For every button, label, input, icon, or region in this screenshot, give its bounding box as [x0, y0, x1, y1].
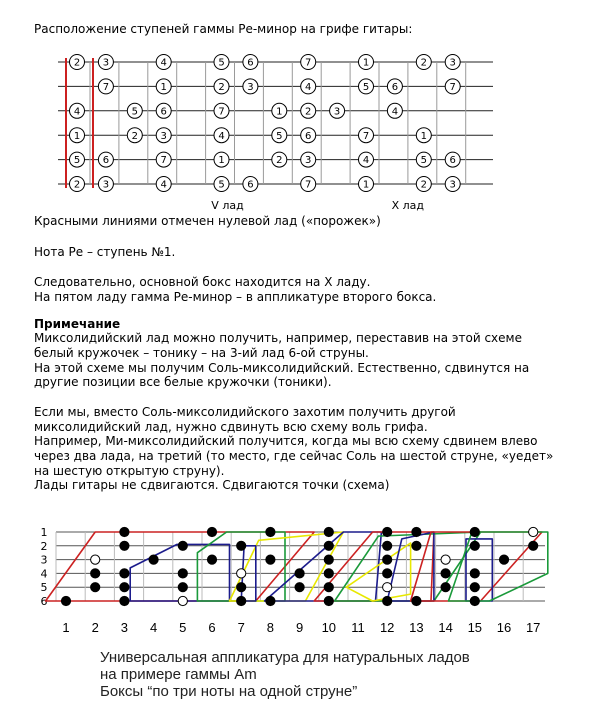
note-dot	[266, 527, 275, 536]
note-dot	[529, 541, 538, 550]
degree-label: 4	[305, 82, 312, 93]
note-dot	[324, 555, 333, 564]
note-dot	[412, 527, 421, 536]
degree-label: 5	[362, 82, 370, 93]
note-dot	[383, 527, 392, 536]
degree-label: 6	[247, 179, 254, 191]
string-number: 4	[40, 567, 48, 581]
caption-line: на примере гаммы Am	[100, 666, 257, 683]
degree-label: 7	[160, 155, 167, 167]
string-number: 6	[40, 595, 48, 608]
fret-number: 13	[409, 620, 424, 635]
note-dot	[441, 569, 450, 578]
degree-label: 6	[391, 82, 399, 93]
fret-number: 17	[525, 620, 541, 635]
note-dot	[470, 541, 479, 550]
note-dot	[237, 596, 246, 605]
main-box-text: Следовательно, основной бокс находится на X ладу.	[34, 275, 371, 289]
fret-label: V лад	[211, 199, 244, 212]
note-line: Миксолидийский лад можно получить, например, переставив на этой схеме	[34, 331, 522, 345]
degree-label: 6	[102, 155, 110, 167]
note-dot	[120, 569, 129, 578]
note-line: На этой схеме мы получим Соль-миксолидийский. Естественно, сдвинутся на	[34, 361, 530, 375]
degree-label: 5	[276, 130, 283, 142]
caption-line: Универсальная аппликатура для натуральных ладов	[100, 649, 470, 666]
note-dot	[207, 555, 216, 564]
degree-label: 5	[420, 155, 427, 167]
note-dot	[499, 555, 508, 564]
extra-line: через два лада, на третий (то место, где сейчас Соль на шестой струне, «уедет»	[34, 449, 554, 463]
fret-number: 1	[62, 620, 70, 635]
extra-line: Если мы, вместо Соль-миксолидийского захотим получить другой	[34, 405, 456, 419]
degree-label: 1	[362, 57, 370, 69]
note-dot	[120, 596, 129, 605]
tonic-dot	[178, 596, 187, 605]
degree-label: 6	[305, 130, 312, 142]
degree-label: 4	[160, 57, 167, 69]
extra-line: Например, Ми-миксолидийский получится, когда мы всю схему сдвинем влево	[34, 434, 538, 448]
note-dot	[383, 541, 392, 550]
degree-label: 2	[73, 57, 81, 69]
note-dot	[295, 569, 304, 578]
fret-number: 12	[379, 620, 395, 635]
tonic-dot	[91, 555, 100, 564]
string-number: 5	[40, 581, 48, 595]
degree-label: 3	[160, 130, 167, 142]
note-dot	[149, 555, 158, 564]
red-lines-text: Красными линиями отмечен нулевой лад («порожек»)	[34, 214, 381, 228]
degree-label: 3	[305, 155, 312, 167]
degree-label: 5	[131, 106, 138, 118]
degree-label: 3	[247, 82, 254, 93]
degree-label: 2	[420, 179, 427, 191]
extra-line: миксолидийский лад, нужно сдвинуть всю схему воль грифа.	[34, 420, 428, 434]
tonic-dot	[383, 583, 392, 592]
degree-label: 2	[218, 82, 225, 93]
degree-label: 3	[449, 57, 456, 69]
note-dot	[295, 583, 304, 592]
string-number: 2	[40, 539, 48, 553]
fretboard-diagram-d-minor	[0, 48, 592, 268]
degree-label: 3	[102, 179, 110, 191]
fret-label: X лад	[391, 199, 425, 212]
degree-label: 7	[305, 57, 312, 69]
note-line: другие позиции все белые кружочки (тоники).	[34, 375, 332, 389]
fret-number: 5	[179, 620, 187, 635]
note-dot	[441, 583, 450, 592]
tonic-dot	[237, 569, 246, 578]
fretboard-diagram-am-boxes	[0, 512, 592, 642]
note-dot	[324, 596, 333, 605]
degree-label: 2	[276, 155, 283, 167]
note-dot	[266, 596, 275, 605]
fret-number: 9	[295, 620, 304, 635]
degree-label: 4	[160, 179, 167, 191]
caption-line: Боксы “по три ноты на одной струне”	[100, 683, 358, 700]
degree-label: 3	[333, 106, 341, 118]
extra-line: Лады гитары не сдвигаются. Сдвигаются точки (схема)	[34, 478, 390, 492]
note-dot	[266, 555, 275, 564]
note-dot	[324, 583, 333, 592]
degree-label: 6	[160, 106, 167, 118]
string-number: 3	[40, 553, 48, 567]
degree-label: 4	[218, 130, 225, 142]
note-dot	[237, 541, 246, 550]
note-dot	[470, 569, 479, 578]
note-dot	[324, 527, 333, 536]
fret-number: 8	[266, 620, 275, 635]
degree-label: 6	[449, 155, 456, 167]
fifth-fret-text: На пятом ладу гамма Ре-минор – в аппликатуре второго бокса.	[34, 290, 437, 304]
fret-number: 6	[208, 620, 216, 635]
note-dot	[207, 527, 216, 536]
degree-label: 5	[73, 155, 81, 167]
degree-label: 4	[73, 106, 81, 118]
degree-label: 1	[420, 130, 427, 142]
note-dot	[61, 596, 70, 605]
fret-number: 10	[321, 620, 337, 635]
note-dot	[412, 596, 421, 605]
degree-label: 1	[218, 155, 225, 167]
note-dot	[383, 596, 392, 605]
fret-number: 16	[496, 620, 512, 635]
note-dot	[91, 569, 100, 578]
page-title: Расположение ступеней гаммы Ре-минор на грифе гитары:	[34, 22, 413, 36]
degree-label: 2	[305, 106, 312, 118]
note-dot	[470, 596, 479, 605]
degree-label: 1	[276, 106, 283, 118]
note-dot	[237, 583, 246, 592]
degree-label: 6	[247, 57, 254, 69]
note-dot	[178, 569, 187, 578]
tonic-dot	[529, 527, 538, 536]
fret-number: 14	[438, 620, 453, 635]
degree-label: 7	[102, 82, 110, 93]
extra-line: на шестую открытую струну).	[34, 464, 225, 478]
degree-label: 2	[73, 179, 81, 191]
degree-label: 3	[449, 179, 456, 191]
note-dot	[324, 541, 333, 550]
degree-label: 5	[218, 179, 225, 191]
degree-label: 2	[420, 57, 427, 69]
note-dot	[120, 527, 129, 536]
degree-label: 7	[218, 106, 225, 118]
fret-number: 15	[467, 620, 483, 635]
degree-label: 3	[102, 57, 110, 69]
degree-label: 1	[362, 179, 370, 191]
note-dot	[91, 583, 100, 592]
note-heading: Примечание	[34, 317, 121, 331]
note-dot	[412, 541, 421, 550]
note-dot	[120, 583, 129, 592]
note-dot	[383, 569, 392, 578]
note-dot	[470, 583, 479, 592]
degree-label: 4	[362, 155, 370, 167]
note-re-text: Нота Ре – ступень №1.	[34, 245, 176, 259]
degree-label: 1	[73, 130, 81, 142]
degree-label: 7	[305, 179, 312, 191]
note-dot	[383, 555, 392, 564]
note-dot	[178, 583, 187, 592]
degree-label: 1	[160, 82, 167, 93]
degree-label: 7	[362, 130, 370, 142]
tonic-dot	[441, 555, 450, 564]
note-dot	[324, 569, 333, 578]
degree-label: 2	[131, 130, 138, 142]
note-dot	[178, 541, 187, 550]
fret-number: 11	[351, 620, 365, 635]
note-dot	[120, 541, 129, 550]
degree-label: 7	[449, 82, 456, 93]
scale-box-outline	[335, 532, 481, 601]
note-line: белый кружочек – тонику – на 3-ий лад 6-ой струны.	[34, 346, 369, 360]
fret-number: 2	[91, 620, 99, 635]
string-number: 1	[40, 526, 48, 539]
note-dot	[470, 527, 479, 536]
fret-number: 7	[237, 620, 245, 635]
degree-label: 4	[391, 106, 399, 118]
fret-number: 4	[149, 620, 158, 635]
fret-number: 3	[120, 620, 129, 635]
degree-label: 5	[218, 57, 225, 69]
